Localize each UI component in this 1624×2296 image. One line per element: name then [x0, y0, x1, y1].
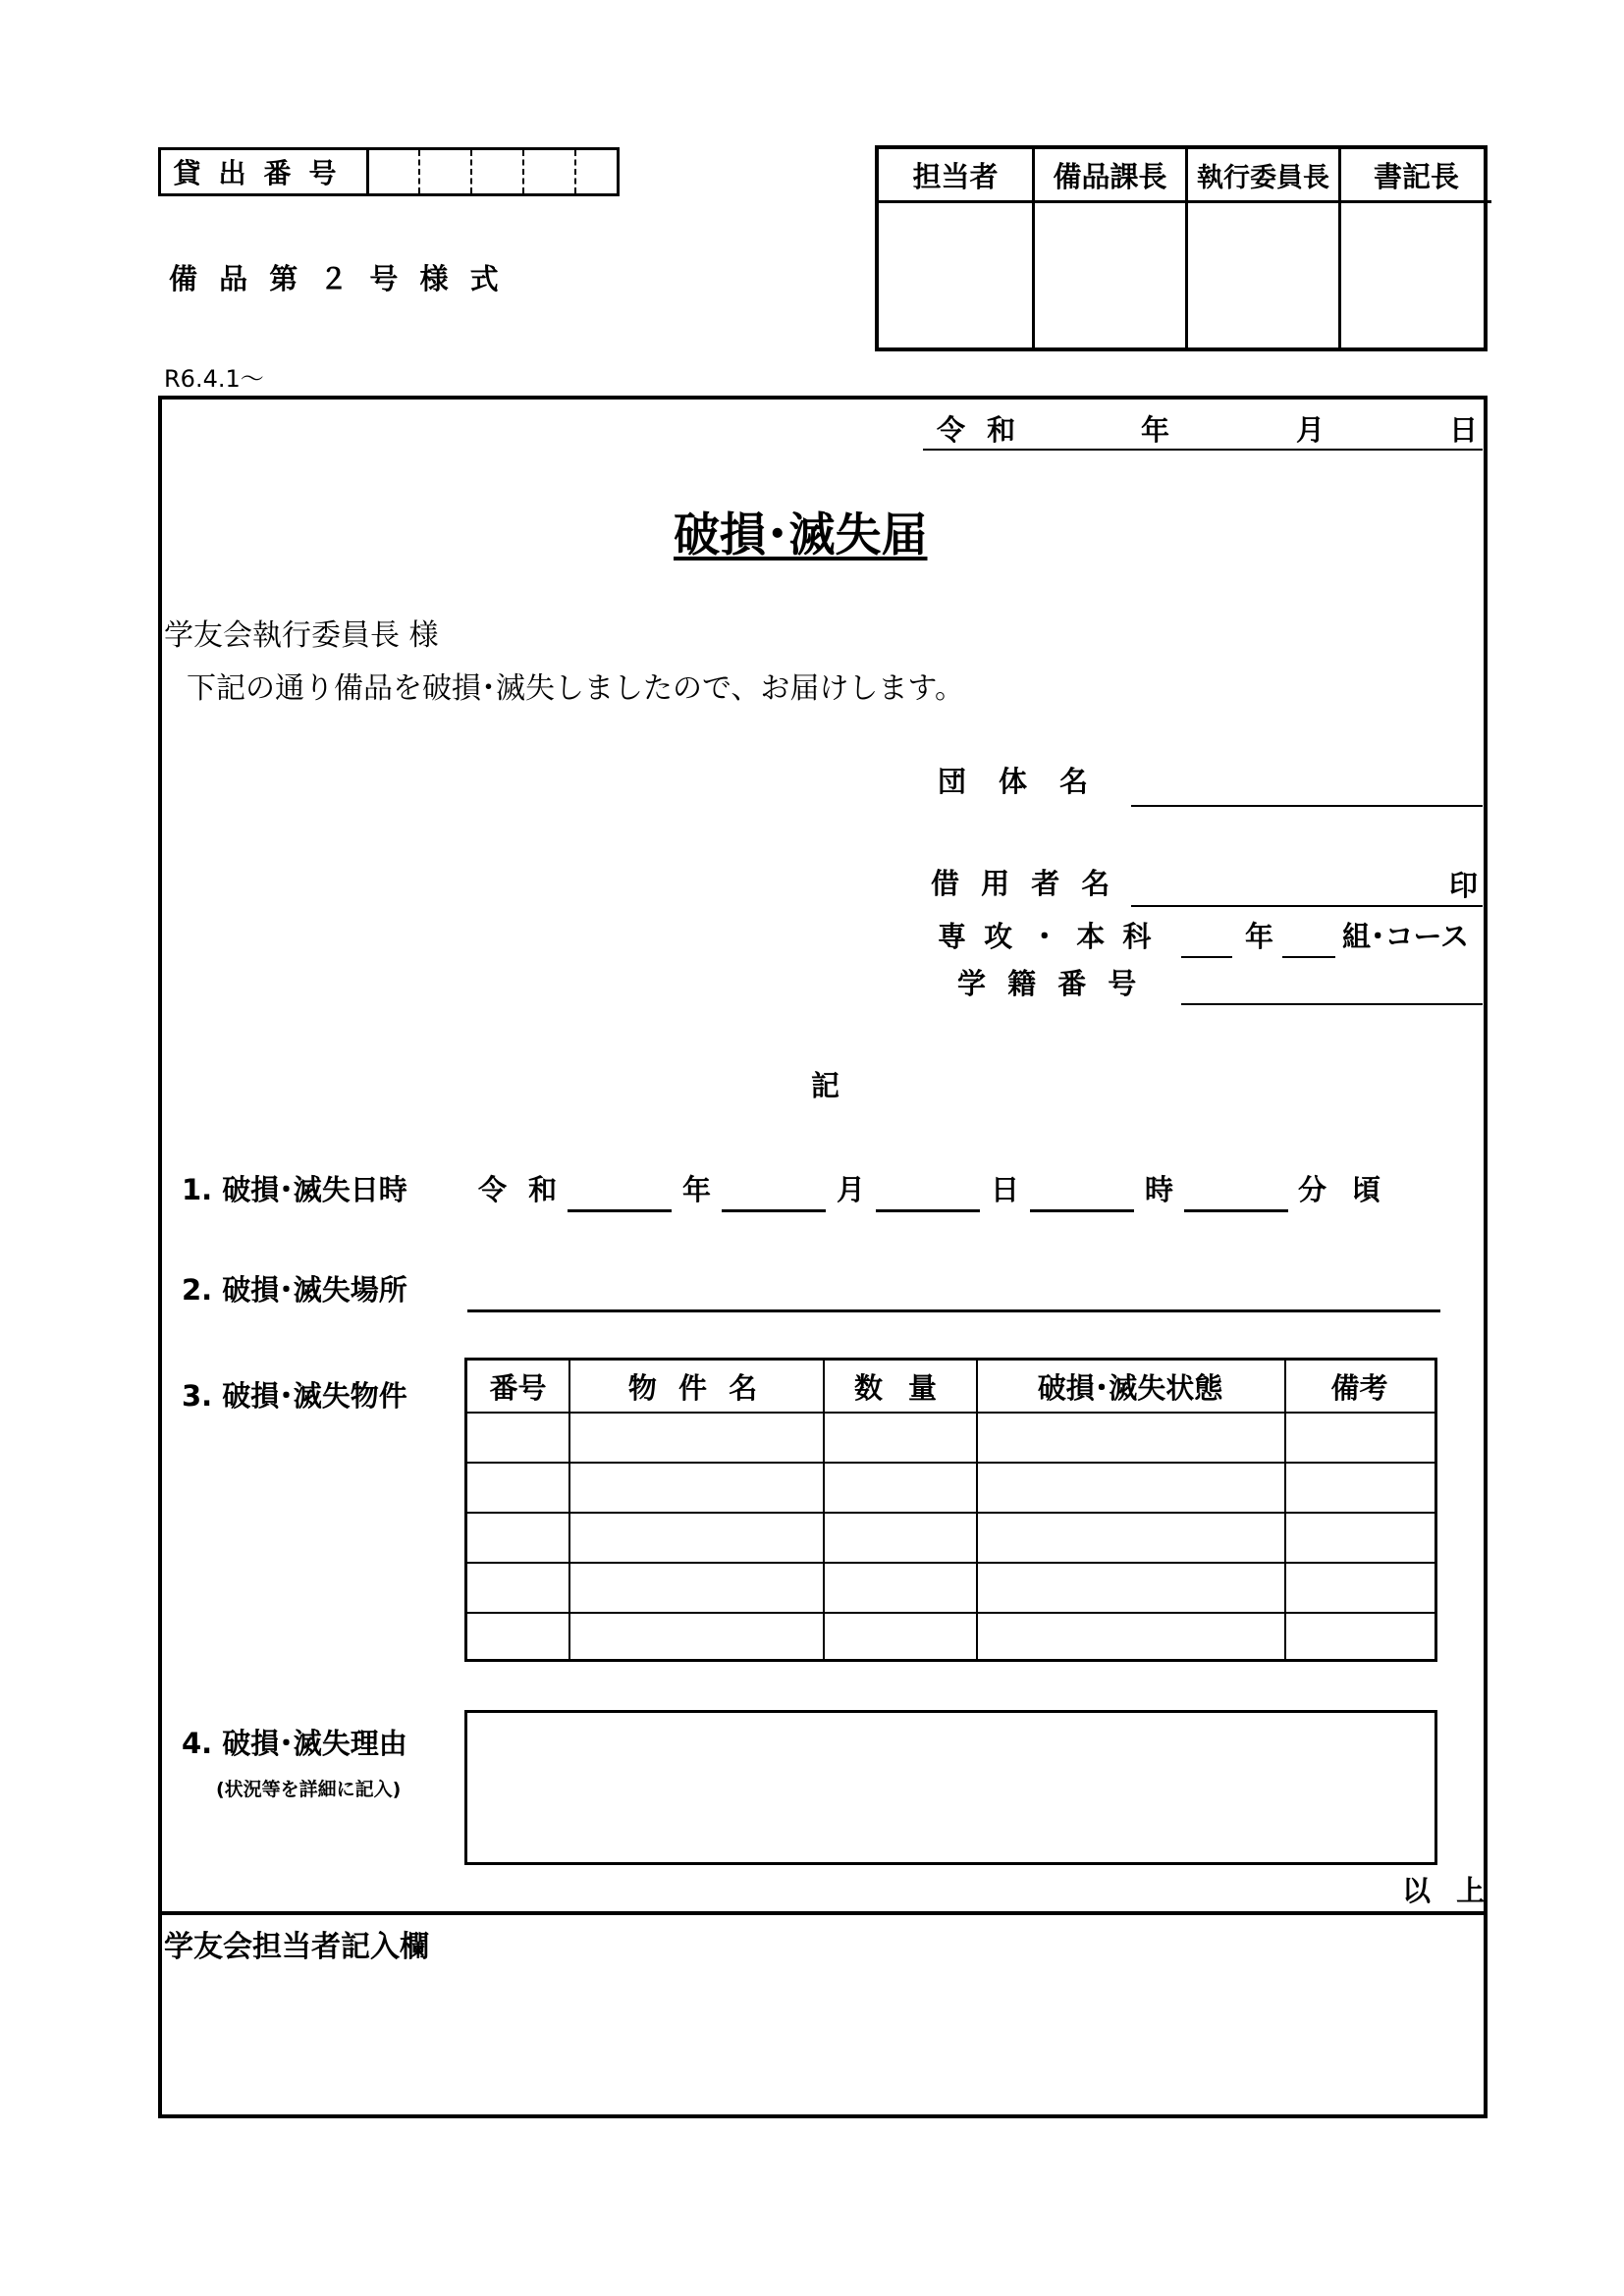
borrower-name-field[interactable]: [1131, 862, 1483, 907]
objects-header: 備考: [1330, 1370, 1388, 1405]
date-day-label: 日: [1449, 413, 1479, 447]
grade-field[interactable]: [1181, 915, 1232, 958]
datetime-month-field[interactable]: [722, 1168, 826, 1212]
reason-label: 4. 破損･滅失理由: [182, 1727, 407, 1760]
datetime-label: 1. 破損･滅失日時: [182, 1173, 407, 1206]
reason-field[interactable]: [464, 1710, 1437, 1865]
form-code: 備 品 第 ２ 号 様 式: [169, 262, 505, 295]
approval-header: 書記長: [1341, 149, 1491, 203]
loan-number-cell[interactable]: [522, 150, 576, 193]
seal-label: 印: [1449, 869, 1479, 902]
datetime-hour-field[interactable]: [1030, 1168, 1134, 1212]
table-row[interactable]: [467, 1412, 1435, 1463]
datetime-year-field[interactable]: [568, 1168, 672, 1212]
approval-header: 担当者: [879, 149, 1032, 203]
datetime-minute-field[interactable]: [1184, 1168, 1288, 1212]
staff-section-field[interactable]: [162, 1963, 1484, 2110]
loan-number-cell[interactable]: [418, 150, 472, 193]
table-row[interactable]: [467, 1512, 1435, 1563]
datetime-day-field[interactable]: [876, 1168, 980, 1212]
loan-number-cell[interactable]: [366, 150, 420, 193]
approval-column[interactable]: [1032, 149, 1185, 347]
closing-text: 以 上: [1402, 1874, 1493, 1907]
staff-section-label: 学友会担当者記入欄: [164, 1930, 429, 1964]
loan-number-box: [158, 147, 620, 196]
loan-number-cell[interactable]: [470, 150, 524, 193]
class-suffix: 組･コース: [1342, 920, 1470, 953]
approval-table: [875, 145, 1488, 351]
revision-date: R6.4.1～: [164, 365, 264, 393]
loan-number-label: 貸出番号: [161, 150, 369, 193]
approval-column[interactable]: [1185, 149, 1338, 347]
borrower-name-label: 借 用 者 名: [931, 867, 1116, 900]
group-name-label: 団 体 名: [938, 765, 1091, 798]
datetime-era: 令 和: [478, 1173, 564, 1206]
ki-heading: 記: [811, 1069, 840, 1102]
place-label: 2. 破損･滅失場所: [182, 1273, 407, 1307]
objects-table: [464, 1358, 1437, 1662]
reason-note: (状況等を詳細に記入): [216, 1779, 402, 1800]
datetime-year-label: 年: [682, 1173, 712, 1206]
form-title: 破損･滅失届: [674, 508, 928, 562]
datetime-month-label: 月: [837, 1173, 866, 1206]
date-era: 令 和: [937, 413, 1022, 447]
approval-header: 備品課長: [1035, 149, 1185, 203]
date-month-label: 月: [1296, 413, 1326, 447]
grade-suffix: 年: [1245, 920, 1274, 953]
staff-section-divider: [158, 1911, 1488, 1915]
date-year-label: 年: [1141, 413, 1170, 447]
approval-column[interactable]: [879, 149, 1032, 347]
table-row[interactable]: [467, 1462, 1435, 1513]
addressee: 学友会執行委員長 様: [164, 618, 439, 653]
datetime-day-label: 日: [991, 1173, 1020, 1206]
intro-text: 下記の通り備品を破損･滅失しましたので、お届けします。: [187, 671, 964, 706]
approval-header: 執行委員長: [1188, 149, 1338, 203]
datetime-minute-label: 分 頃: [1298, 1173, 1389, 1206]
objects-header: 物 件 名: [627, 1370, 764, 1405]
table-row[interactable]: [467, 1612, 1435, 1661]
student-number-label: 学 籍 番 号: [957, 967, 1143, 1000]
table-row[interactable]: [467, 1562, 1435, 1613]
objects-label: 3. 破損･滅失物件: [182, 1379, 407, 1413]
approval-column[interactable]: [1338, 149, 1491, 347]
major-label: 専 攻 ・ 本 科: [938, 920, 1156, 953]
objects-header: 破損･滅失状態: [1037, 1370, 1223, 1405]
place-field[interactable]: [467, 1268, 1440, 1312]
objects-header: 番号: [489, 1370, 547, 1405]
group-name-field[interactable]: [1131, 764, 1483, 807]
student-number-field[interactable]: [1181, 962, 1483, 1005]
class-field[interactable]: [1282, 915, 1335, 958]
datetime-hour-label: 時: [1145, 1173, 1174, 1206]
objects-header: 数 量: [853, 1370, 946, 1405]
